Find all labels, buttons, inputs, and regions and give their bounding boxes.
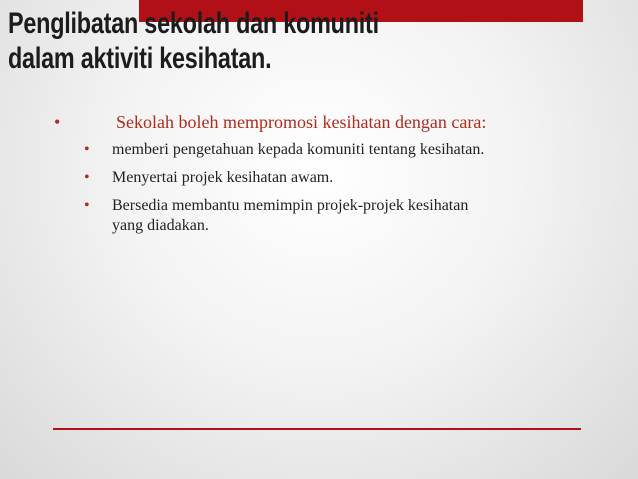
- sub-bullet-item: [54, 196, 574, 236]
- slide-content: [54, 111, 574, 244]
- bottom-divider: [53, 428, 581, 430]
- main-bullet-text: Sekolah boleh mempromosi kesihatan dengan cara:: [116, 112, 487, 132]
- sub-bullet-item: [54, 140, 574, 160]
- title-line-1: Penglibatan sekolah dan komuniti: [8, 7, 379, 40]
- sub-bullet-text: Menyertai projek kesihatan awam.: [112, 169, 334, 186]
- main-bullet-item: [54, 111, 574, 133]
- sub-bullet-item: [54, 168, 574, 188]
- sub-bullet-text: memberi pengetahuan kepada komuniti tentang kesihatan.: [112, 141, 485, 158]
- sub-bullet-list: [54, 140, 574, 236]
- slide-title: [8, 6, 445, 76]
- title-line-2: dalam aktiviti kesihatan.: [8, 42, 272, 75]
- bullet-icon: •: [84, 197, 90, 214]
- sub-bullet-text: Bersedia membantu memimpin projek-projek kesihatan yang diadakan.: [112, 197, 469, 234]
- bullet-icon: •: [54, 112, 61, 132]
- bullet-icon: •: [84, 169, 90, 186]
- bullet-icon: •: [84, 141, 90, 158]
